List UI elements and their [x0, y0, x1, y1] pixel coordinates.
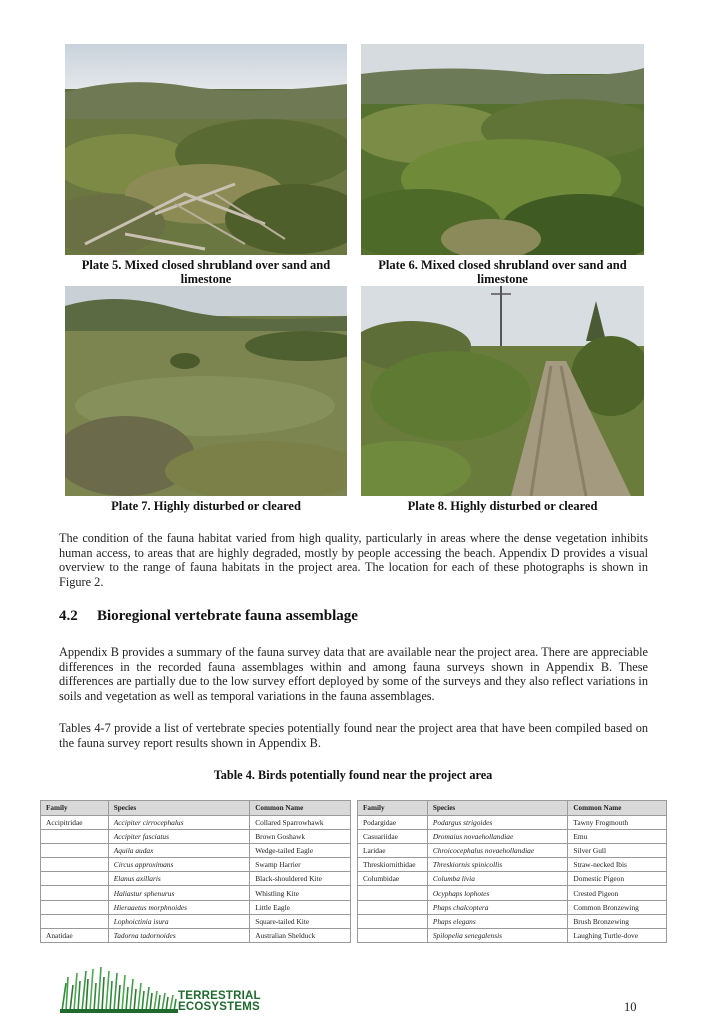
header-family: Family [358, 801, 428, 816]
species-cell: Tadorna tadornoides [108, 928, 249, 942]
common-name-cell: Silver Gull [568, 844, 667, 858]
section-number: 4.2 [59, 608, 78, 624]
species-cell: Circus approximans [108, 858, 249, 872]
common-name-cell: Common Bronzewing [568, 900, 667, 914]
common-name-cell: Collared Sparrowhawk [250, 816, 351, 830]
family-cell [41, 900, 109, 914]
common-name-cell: Little Eagle [250, 900, 351, 914]
plate-7-caption-line-1: Plate 7. Highly disturbed or cleared [111, 499, 301, 513]
table-row [358, 816, 667, 830]
table-row [41, 872, 351, 886]
habitat-condition-paragraph: The condition of the fauna habitat varied from high quality, particularly in areas where the dense vegetation inhibits human access, to areas that are highly degraded, mostly by people accessing the beach. Appendix D provides a visual overview to the range of fauna habitats in the project area. The location for each of these photographs is shown in Figure 2. [59, 531, 648, 589]
table-row [41, 858, 351, 872]
species-cell: Threskiornis spinicollis [427, 858, 568, 872]
table-row [358, 900, 667, 914]
species-cell: Accipiter fasciatus [108, 830, 249, 844]
table-title: Table 4. Birds potentially found near the project area [213, 768, 493, 782]
plate-6-caption-line-1: Plate 6. Mixed closed shrubland over sand and [378, 258, 627, 272]
tables-paragraph: Tables 4-7 provide a list of vertebrate species potentially found near the project area that have been compiled based on the fauna survey report results shown in Appendix B. [59, 721, 648, 750]
common-name-cell: Brush Bronzewing [568, 914, 667, 928]
table-row [358, 844, 667, 858]
common-name-cell: Brown Goshawk [250, 830, 351, 844]
family-cell [358, 886, 428, 900]
table-row [41, 900, 351, 914]
species-cell: Chroicocephalus novaehollandiae [427, 844, 568, 858]
plate-8-caption [361, 499, 644, 513]
table-header-row [41, 801, 351, 816]
species-cell: Haliastur sphenurus [108, 886, 249, 900]
plate-6-caption-line-2: limestone [477, 272, 528, 286]
family-cell [41, 844, 109, 858]
table-row [358, 872, 667, 886]
table-row [358, 830, 667, 844]
header-common-name: Common Name [568, 801, 667, 816]
plate-7-caption [65, 499, 347, 513]
family-cell [41, 886, 109, 900]
common-name-cell: Australian Shelduck [250, 928, 351, 942]
family-cell: Laridae [358, 844, 428, 858]
common-name-cell: Swamp Harrier [250, 858, 351, 872]
family-cell: Columbidae [358, 872, 428, 886]
table-row [41, 830, 351, 844]
species-cell: Spilopelia senegalensis [427, 928, 568, 942]
header-family: Family [41, 801, 109, 816]
family-cell: Anatidae [41, 928, 109, 942]
plate-5-caption [65, 258, 347, 286]
common-name-cell: Laughing Turtle-dove [568, 928, 667, 942]
plate-5-photo [65, 44, 347, 255]
table-row [358, 914, 667, 928]
table-row [41, 928, 351, 942]
common-name-cell: Crested Pigeon [568, 886, 667, 900]
species-cell: Ocyphaps lophotes [427, 886, 568, 900]
species-cell: Dromaius novaehollandiae [427, 830, 568, 844]
species-cell: Elanus axillaris [108, 872, 249, 886]
table-row [358, 928, 667, 942]
table-row [358, 886, 667, 900]
table-row [41, 816, 351, 830]
plate-6-caption [361, 258, 644, 286]
page-number: 10 [624, 1000, 637, 1014]
grass-logo-icon [60, 963, 178, 1013]
family-cell [358, 900, 428, 914]
table-row [358, 858, 667, 872]
birds-table-left [40, 800, 351, 943]
common-name-cell: Whistling Kite [250, 886, 351, 900]
family-cell [41, 858, 109, 872]
table-header-row [358, 801, 667, 816]
common-name-cell: Black-shouldered Kite [250, 872, 351, 886]
family-cell [358, 928, 428, 942]
section-title: Bioregional vertebrate fauna assemblage [97, 608, 358, 624]
plate-7-photo [65, 286, 347, 496]
species-cell: Phaps elegans [427, 914, 568, 928]
plate-8-caption-line-1: Plate 8. Highly disturbed or cleared [407, 499, 598, 513]
species-cell: Phaps chalcoptera [427, 900, 568, 914]
species-cell: Hieraaetus morphnoides [108, 900, 249, 914]
appendix-b-paragraph: Appendix B provides a summary of the fauna survey data that are available near the project area. There are appreciable differences in the recorded fauna assemblages within and among fauna surveys shown in Appendix B. These differences are partially due to the low survey effort deployed by some of the surveys and they also reflect variations in soils and vegetation as well as temporal variations in the fauna assemblages. [59, 645, 648, 703]
family-cell [41, 914, 109, 928]
plate-5-caption-line-2: limestone [180, 272, 232, 286]
family-cell: Podargidae [358, 816, 428, 830]
common-name-cell: Straw-necked Ibis [568, 858, 667, 872]
family-cell [358, 914, 428, 928]
table-row [41, 886, 351, 900]
common-name-cell: Wedge-tailed Eagle [250, 844, 351, 858]
species-cell: Accipiter cirrocephalus [108, 816, 249, 830]
family-cell [41, 830, 109, 844]
plate-6-photo [361, 44, 644, 255]
section-heading [59, 608, 358, 625]
species-cell: Lophoictinia isura [108, 914, 249, 928]
common-name-cell: Emu [568, 830, 667, 844]
plate-8-photo [361, 286, 644, 496]
header-common-name: Common Name [250, 801, 351, 816]
birds-table-right [357, 800, 667, 943]
family-cell: Casuariidae [358, 830, 428, 844]
species-cell: Aquila audax [108, 844, 249, 858]
family-cell [41, 872, 109, 886]
family-cell: Threskiornithidae [358, 858, 428, 872]
table-row [41, 914, 351, 928]
logo-line-1: TERRESTRIAL [178, 990, 261, 1002]
table-row [41, 844, 351, 858]
common-name-cell: Tawny Frogmouth [568, 816, 667, 830]
species-cell: Columba livia [427, 872, 568, 886]
header-species: Species [108, 801, 249, 816]
common-name-cell: Domestic Pigeon [568, 872, 667, 886]
family-cell: Accipitridae [41, 816, 109, 830]
species-cell: Podargus strigoides [427, 816, 568, 830]
plate-5-caption-line-1: Plate 5. Mixed closed shrubland over sand and [81, 258, 331, 272]
terrestrial-ecosystems-logo [60, 963, 261, 1013]
header-species: Species [427, 801, 568, 816]
logo-line-2: ECOSYSTEMS [178, 1001, 260, 1013]
common-name-cell: Square-tailed Kite [250, 914, 351, 928]
